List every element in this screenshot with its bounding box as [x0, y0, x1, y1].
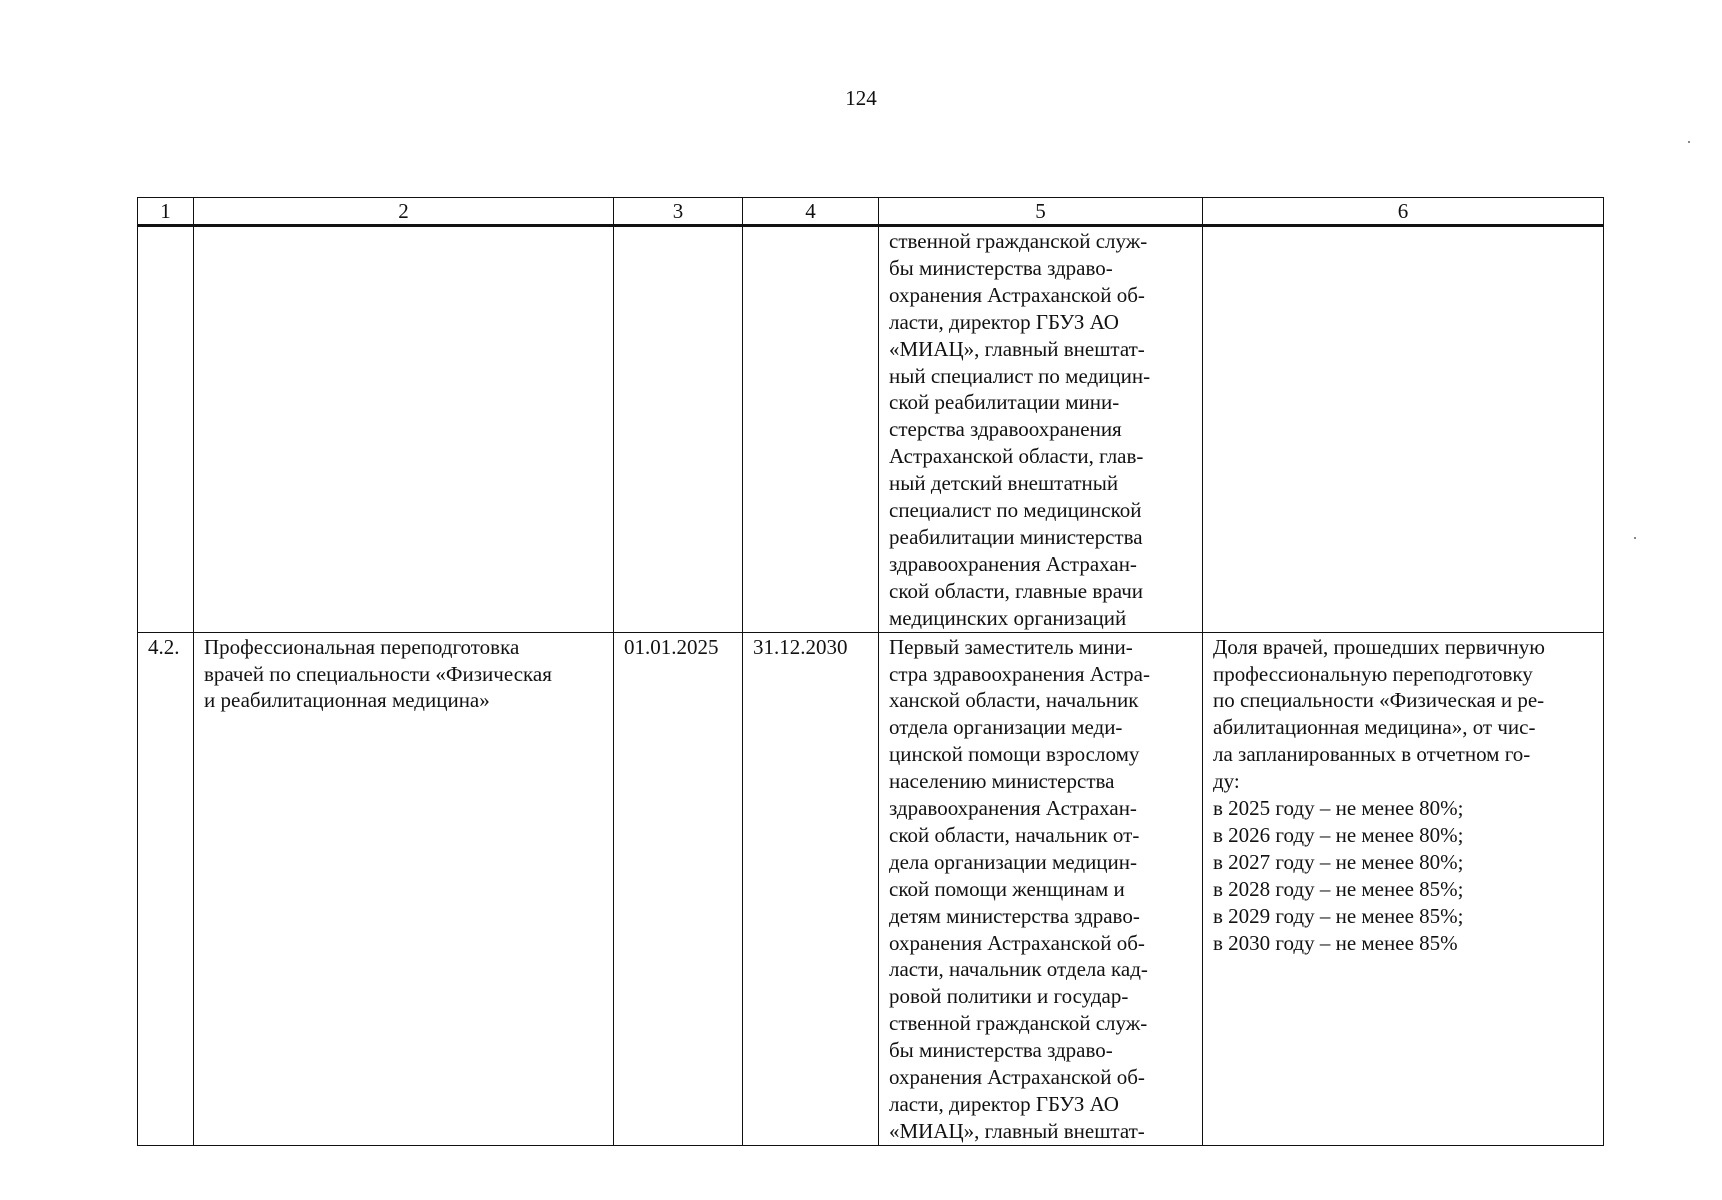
- scan-speck: [1634, 537, 1636, 539]
- cell-indicator: Доля врачей, прошедших первичную профессиональную переподготовку по специальности «Физическая и ре- абилитационная медицина», от чис- ла запланированных в отчетном го- ду: в 2025 году – не менее 80%; в 2026 году – не менее 80%; в 2027 году – не менее 80%; в 2028 году – не менее 85%; в 2029 году – не менее 85%; в 2030 году – не менее 85%: [1203, 632, 1604, 1145]
- cell-activity-name: Профессиональная переподготовка врачей по специальности «Физическая и реабилитационная медицина»: [194, 632, 614, 1145]
- cell-end-date: 31.12.2030: [743, 632, 879, 1145]
- column-header-6: 6: [1203, 198, 1604, 226]
- page-number: 124: [845, 86, 877, 110]
- cell-end-date: [743, 226, 879, 633]
- cell-responsible: ственной гражданской служ- бы министерства здраво- охранения Астраханской об- ласти, директор ГБУЗ АО «МИАЦ», главный внештат- ный специалист по медицин- ской реабилитации мини- стерства здравоохранения Астраханской области, глав- ный детский внештатный специалист по медицинской реабилитации министерства здравоохранения Астрахан- ской области, главные врачи медицинских организаций: [879, 226, 1203, 633]
- column-header-4: 4: [743, 198, 879, 226]
- column-header-5: 5: [879, 198, 1203, 226]
- column-header-2: 2: [194, 198, 614, 226]
- header-row: [138, 198, 1604, 226]
- plan-table: [137, 197, 1604, 1146]
- table-header: [138, 198, 1604, 226]
- cell-number: [138, 226, 194, 633]
- cell-indicator: [1203, 226, 1604, 633]
- cell-start-date: [614, 226, 743, 633]
- column-header-1: 1: [138, 198, 194, 226]
- cell-responsible: Первый заместитель мини- стра здравоохранения Астра- ханской области, начальник отдела организации меди- цинской помощи взрослому населению министерства здравоохранения Астрахан- ской области, начальник от- дела организации медицин- ской помощи женщинам и детям министерства здраво- охранения Астраханской об- ласти, начальник отдела кад- ровой политики и государ- ственной гражданской служ- бы министерства здраво- охранения Астраханской об- ласти, директор ГБУЗ АО «МИАЦ», главный внештат-: [879, 632, 1203, 1145]
- table-row-4-2: [138, 632, 1604, 1145]
- cell-number: 4.2.: [138, 632, 194, 1145]
- column-header-3: 3: [614, 198, 743, 226]
- scan-speck: [1688, 141, 1690, 143]
- cell-activity-name: [194, 226, 614, 633]
- table-row-continuation: [138, 226, 1604, 633]
- cell-start-date: 01.01.2025: [614, 632, 743, 1145]
